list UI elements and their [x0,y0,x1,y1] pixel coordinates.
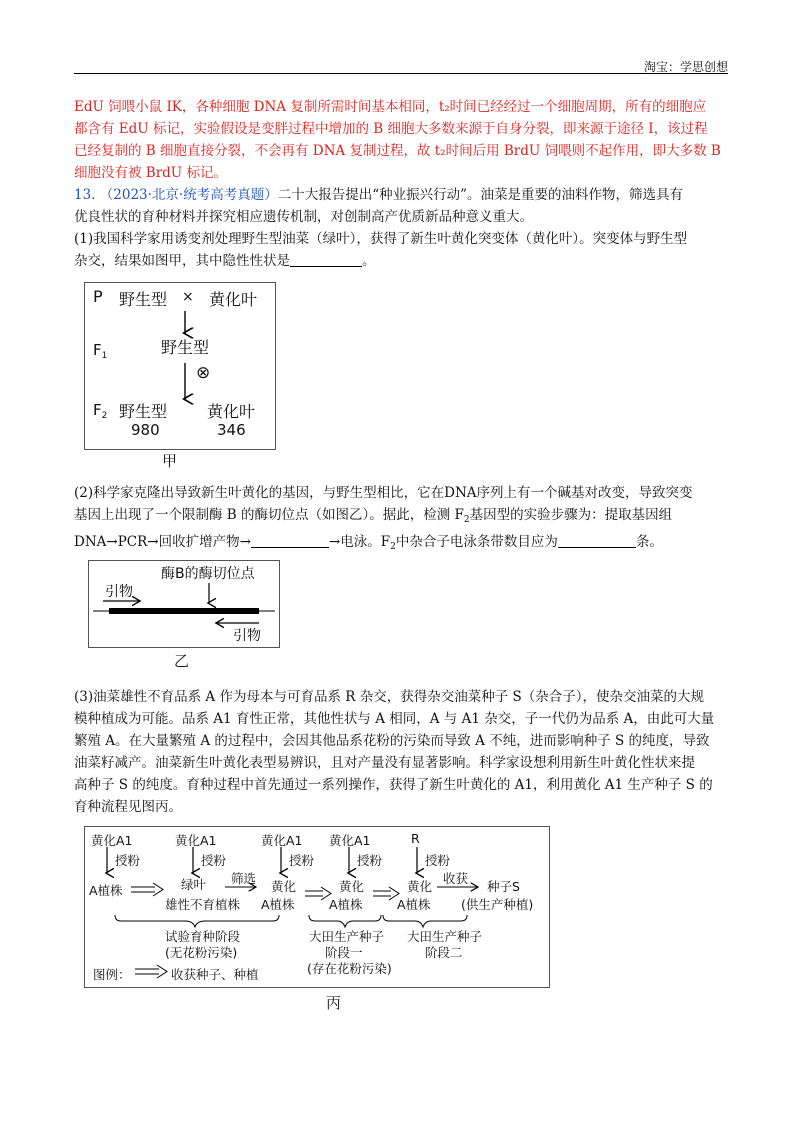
part2-text: (2)科学家克隆出导致新生叶黄化的基因，与野生型相比，它在DNA序列上有一个碱基对改变，导致突变 [74,485,693,501]
primer-reverse-label: 引物 [233,628,261,644]
figure-yi [88,560,280,648]
stage1-label: 试验育种阶段 [165,929,241,944]
part3-text: 高种子 S 的纯度。育种过程中首先通过一系列操作，获得了新生叶黄化的 A1，利用黄化 A1 生产种子 S 的 [74,777,713,793]
part2-text: →电泳。F [328,534,391,550]
generation-p: P [93,287,103,306]
part2 [74,482,730,558]
generation-f2: $F_2$ [93,401,108,421]
parent-wild: 野生型 [119,290,168,309]
yellow-label: 黄化 [339,879,365,894]
a1-yellow-label: 黄化A1 [329,833,371,848]
yellow-label: 黄化 [271,879,297,894]
part3-text: 模种植成为可能。品系 A1 育性正常，其他性状与 A 相同，A 与 A1 杂交，子一代仍为品系 A，由此可大量 [74,711,715,727]
question-intro: 二十大报告提出“种业振兴行动”。油菜是重要的油料作物，筛选具有 [277,187,684,203]
answer-line: 细胞没有被 BrdU 标记。 [74,165,227,181]
page-header: 淘宝：学思创想 [643,60,728,74]
answer-blank[interactable] [558,533,636,548]
harvest-label: 收获 [443,871,469,886]
f2-yellow: 黄化叶 [207,402,256,421]
r-label: R [411,831,420,846]
answer-paragraph [74,96,730,184]
sterile-plant-label: 雄性不育植株 [165,897,241,912]
subscript: 2 [390,542,396,552]
stage3-sub-label: 阶段二 [425,945,463,960]
seed-s-label: 种子S [487,879,520,894]
count-yellow: 346 [217,421,246,439]
part2-text: 基因上出现了一个限制酶 B 的酶切位点（如图乙）。据此，检测 F [74,507,464,523]
part1-text: (1)我国科学家用诱变剂处理野生型油菜（绿叶），获得了新生叶黄化突变体（黄化叶）。突变体与野生型 [74,231,688,247]
answer-blank[interactable] [290,252,362,267]
selfing-symbol: ⊗ [196,363,211,383]
cut-site-label: 酶B的酶切位点 [161,566,255,582]
punctuation: 。 [362,253,376,269]
pollinate-label: 授粉 [201,853,227,868]
part2-text: 条。 [635,534,663,550]
part2-text: DNA→PCR→回收扩增产物→ [74,534,251,550]
question-number: 13. [74,187,96,203]
f1-wild: 野生型 [161,338,210,357]
a-plant-label: A植株 [261,897,295,912]
figure-caption: 乙 [174,652,190,670]
generation-f1: $F_1$ [93,341,108,361]
figure-jia [84,282,276,450]
answer-line: 都含有 EdU 标记，实验假设是变胖过程中增加的 B 细胞大多数来源于自身分裂，即来源于途径 I，该过程 [74,121,708,137]
a1-yellow-label: 黄化A1 [175,833,217,848]
answer-blank[interactable] [251,533,329,548]
yellow-label: 黄化 [407,879,433,894]
a-plant-label: A植株 [329,897,363,912]
a1-yellow-label: 黄化A1 [261,833,303,848]
question-13 [74,184,730,272]
pollinate-label: 授粉 [357,853,383,868]
part2-text: 基因型的实验步骤为：提取基因组 [469,507,673,523]
stage2-label: 大田生产种子 [309,929,385,944]
subscript: 2 [463,515,470,525]
a-plant-label: A植株 [397,897,431,912]
part3-text: 油菜籽减产。油菜新生叶黄化表型易辨识，且对产量没有显著影响。科学家设想利用新生叶黄化性状来提 [74,755,695,771]
legend-label: 图例： [93,967,131,982]
question-source: （2023·北京·统考高考真题） [99,187,278,203]
pollinate-label: 授粉 [425,853,451,868]
part3-text: (3)油菜雄性不育品系 A 作为母本与可育品系 R 杂交，获得杂交油菜种子 S（杂合子），使杂交油菜的大规 [74,689,704,705]
answer-line: 已经复制的 B 细胞直接分裂，不会再有 DNA 复制过程，故 t₂时间后用 BrdU 饲喂则不起作用，即大多数 B [74,143,721,159]
stage2-note: (存在花粉污染) [307,961,392,976]
a-plant-label: A植株 [89,883,123,898]
part1-text: 杂交，结果如图甲，其中隐性性状是 [74,253,290,269]
part3-text: 育种流程见图丙。 [74,799,182,815]
stage1-note: (无花粉污染) [165,945,238,960]
pollinate-label: 授粉 [115,853,141,868]
figure-bing [84,826,550,988]
header-rule [74,73,728,74]
primer-forward-label: 引物 [105,584,133,600]
green-leaf-label: 绿叶 [181,877,207,892]
answer-line: EdU 饲喂小鼠 IK，各种细胞 DNA 复制所需时间基本相同，t₂时间已经经过一个细胞周期，所有的细胞应 [74,99,707,115]
screen-label: 筛选 [231,871,257,886]
part3 [74,686,730,818]
f2-wild: 野生型 [119,402,168,421]
stage2-sub-label: 阶段一 [325,945,363,960]
question-intro: 优良性状的育种材料并探究相应遗传机制，对创制高产优质新品种意义重大。 [74,209,533,225]
a1-yellow-label: 黄化A1 [91,833,133,848]
figure-caption: 甲 [162,452,178,470]
part3-text: 繁殖 A。在大量繁殖 A 的过程中，会因其他品系花粉的污染而导致 A 不纯，进而影响种子 S 的纯度，导致 [74,733,710,749]
legend-text: 收获种子、种植 [171,967,259,982]
cross-symbol: × [182,289,194,305]
seed-s-note: (供生产种植) [461,897,534,912]
count-wild: 980 [131,421,160,439]
parent-yellow: 黄化叶 [209,290,258,309]
part2-text: 中杂合子电泳条带数目应为 [395,534,558,550]
stage3-label: 大田生产种子 [407,929,483,944]
pollinate-label: 授粉 [289,853,315,868]
figure-caption: 丙 [326,994,342,1012]
